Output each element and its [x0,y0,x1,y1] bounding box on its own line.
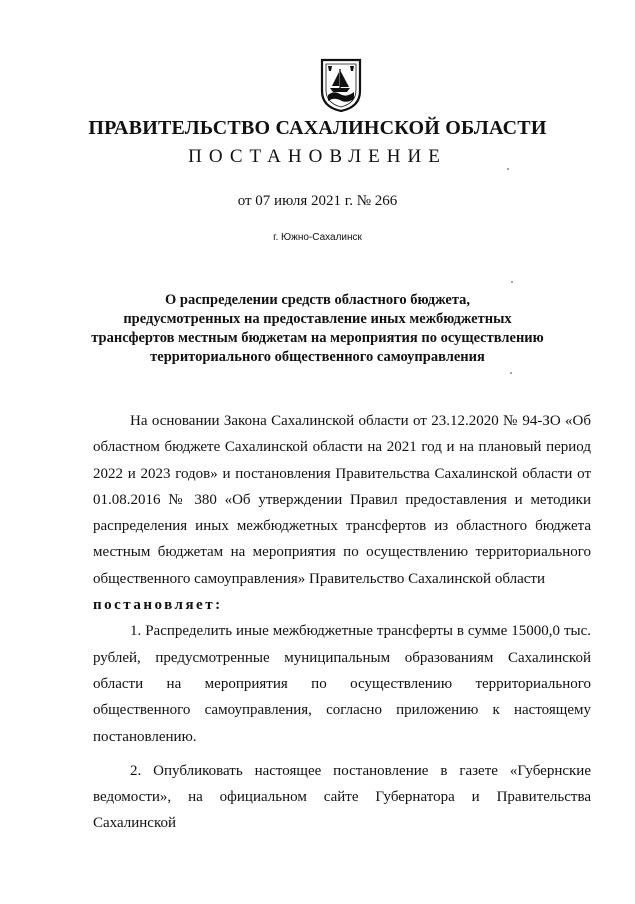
resolves-label: постановляет: [93,597,223,614]
item-1-paragraph: 1. Распределить иные межбюджетные трансферты в сумме 15000,0 тыс. рублей, предусмотренные муниципальным образованиям Сахалинской области на мероприятия по осуществлению территориального общественного самоуправления, согласно приложению к настоящему постановлению. [93,623,591,745]
document-body [93,408,591,837]
document-date-number: от 07 июля 2021 г. № 266 [237,193,398,209]
preamble-paragraph: На основании Закона Сахалинской области от 23.12.2020 № 94-ЗО «Об областном бюджете Сахалинской области на 2021 год и на плановый период 2022 и 2023 годов» и постановления Правительства Сахалинской области от 01.08.2016 № 380 «Об утверждении Правил предоставления и методики распределения иных межбюджетных трансфертов из областного бюджета местным бюджетам на мероприятия по осуществлению территориального общественного самоуправления» Правительство Сахалинской области [93,413,591,587]
item-2-paragraph: 2. Опубликовать настоящее постановление в газете «Губернские ведомости», на официальном сайте Губернатора и Правительства Сахалинской [93,762,591,832]
subject-line: О распределении средств областного бюджета, [165,292,470,308]
scan-speck [507,168,509,170]
government-title: ПРАВИТЕЛЬСТВО САХАЛИНСКОЙ ОБЛАСТИ [88,117,547,139]
resolves-word [93,592,591,618]
coat-of-arms-icon [318,57,364,112]
scan-speck [510,372,512,374]
subject-line: трансфертов местным бюджетам на мероприятия по осуществлению [91,330,544,346]
document-city: г. Южно-Сахалинск [273,232,362,243]
subject-line: территориального общественного самоуправления [150,349,485,365]
document-type: ПОСТАНОВЛЕНИЕ [188,146,447,167]
subject-line: предусмотренных на предоставление иных межбюджетных [123,311,512,327]
scan-speck [511,281,513,283]
document-subject [60,291,575,367]
